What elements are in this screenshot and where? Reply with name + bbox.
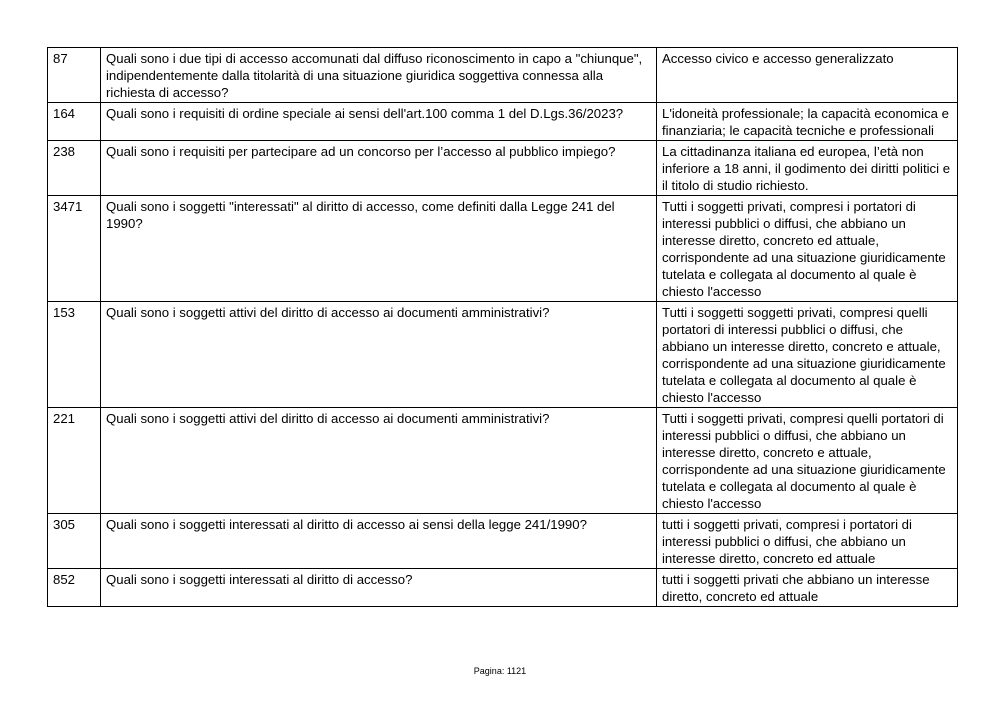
answer-text: Tutti i soggetti privati, compresi i portatori di interessi pubblici o diffusi, che abbiano un interesse diretto, concreto ed attuale, corrispondente ad una situazione giuridicamente tutelata e collegata al documento al quale è chiesto l'accesso	[657, 196, 958, 302]
question-text: Quali sono i requisiti per partecipare ad un concorso per l’accesso al pubblico impiego?	[101, 141, 657, 196]
answer-text: tutti i soggetti privati, compresi i portatori di interessi pubblici o diffusi, che abbiano un interesse diretto, concreto ed attuale	[657, 514, 958, 569]
question-id: 238	[48, 141, 101, 196]
table-row	[48, 302, 958, 408]
answer-text: Tutti i soggetti privati, compresi quelli portatori di interessi pubblici o diffusi, che abbiano un interesse diretto, concreto e attuale, corrispondente ad una situazione giuridicamente tutelata e collegata al documento al quale è chiesto l'accesso	[657, 408, 958, 514]
table-row	[48, 141, 958, 196]
question-id: 221	[48, 408, 101, 514]
question-id: 87	[48, 48, 101, 103]
question-text: Quali sono i requisiti di ordine speciale ai sensi dell'art.100 comma 1 del D.Lgs.36/2023?	[101, 103, 657, 141]
question-text: Quali sono i soggetti attivi del diritto di accesso ai documenti amministrativi?	[101, 302, 657, 408]
table-row	[48, 514, 958, 569]
table-row	[48, 48, 958, 103]
page-number: Pagina: 1121	[473, 666, 527, 676]
table-row	[48, 103, 958, 141]
answer-text: L'idoneità professionale; la capacità economica e finanziaria; le capacità tecniche e professionali	[657, 103, 958, 141]
question-id: 852	[48, 569, 101, 607]
question-id: 305	[48, 514, 101, 569]
question-text: Quali sono i due tipi di accesso accomunati dal diffuso riconoscimento in capo a "chiunque", indipendentemente dalla titolarità di una situazione giuridica soggettiva connessa alla richiesta di accesso?	[101, 48, 657, 103]
question-text: Quali sono i soggetti "interessati" al diritto di accesso, come definiti dalla Legge 241 del 1990?	[101, 196, 657, 302]
table-row	[48, 196, 958, 302]
answer-text: La cittadinanza italiana ed europea, l’età non inferiore a 18 anni, il godimento dei diritti politici e il titolo di studio richiesto.	[657, 141, 958, 196]
qa-table	[47, 47, 958, 607]
question-id: 164	[48, 103, 101, 141]
answer-text: Accesso civico e accesso generalizzato	[657, 48, 958, 103]
table-row	[48, 569, 958, 607]
question-id: 153	[48, 302, 101, 408]
question-id: 3471	[48, 196, 101, 302]
question-text: Quali sono i soggetti attivi del diritto di accesso ai documenti amministrativi?	[101, 408, 657, 514]
question-text: Quali sono i soggetti interessati al diritto di accesso ai sensi della legge 241/1990?	[101, 514, 657, 569]
answer-text: Tutti i soggetti soggetti privati, compresi quelli portatori di interessi pubblici o diffusi, che abbiano un interesse diretto, concreto e attuale, corrispondente ad una situazione giuridicamente tutelata e collegata al documento al quale è chiesto l'accesso	[657, 302, 958, 408]
answer-text: tutti i soggetti privati che abbiano un interesse diretto, concreto ed attuale	[657, 569, 958, 607]
question-text: Quali sono i soggetti interessati al diritto di accesso?	[101, 569, 657, 607]
table-row	[48, 408, 958, 514]
